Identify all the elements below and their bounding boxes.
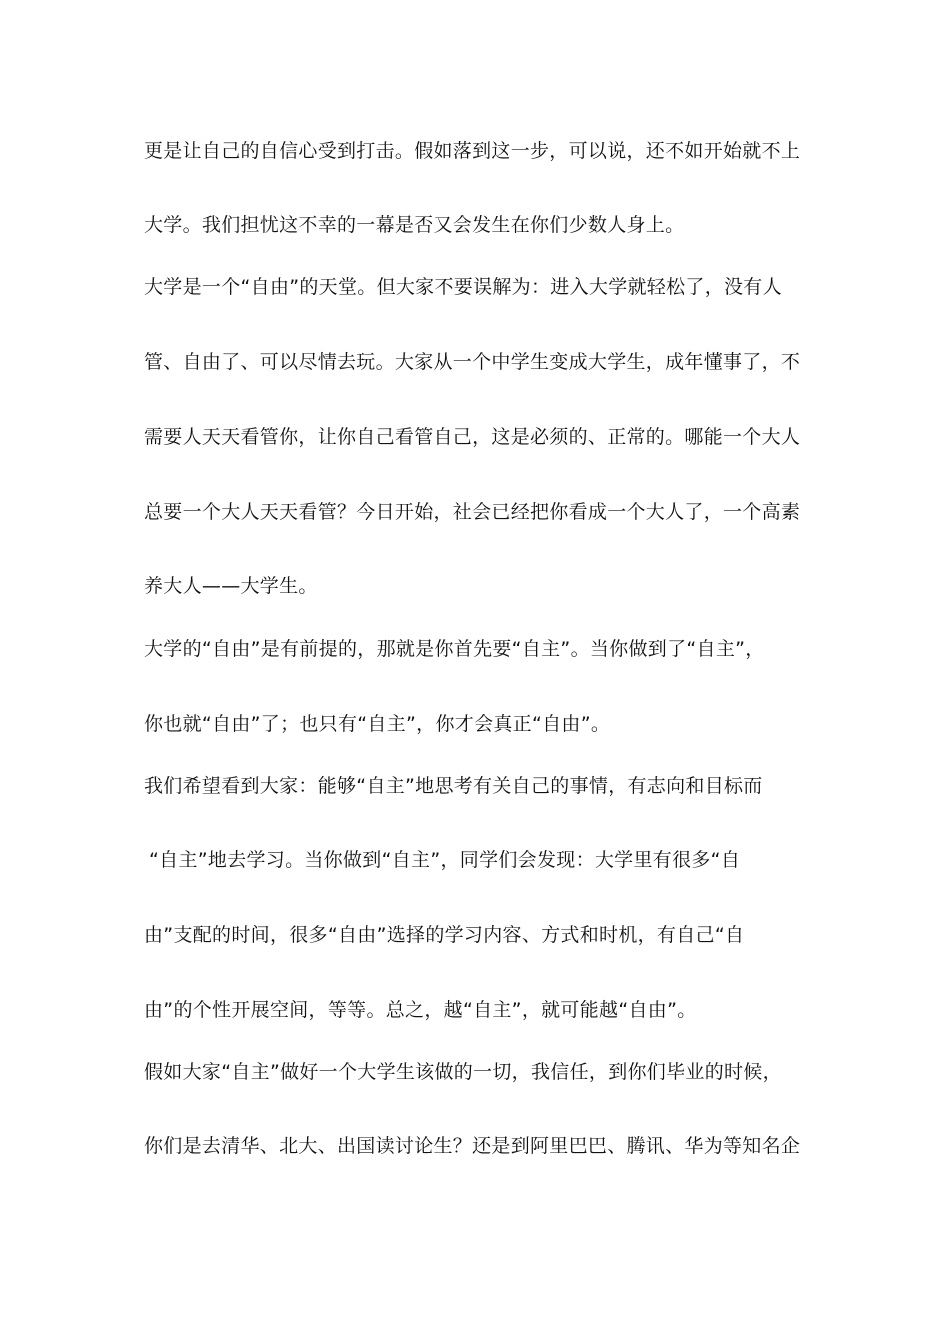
text-line: 需要人天天看管你，让你自己看管自己，这是必须的、正常的。哪能一个大人: [144, 426, 801, 448]
text-line: 大学是一个“自由”的天堂。但大家不要误解为：进入大学就轻松了，没有人: [144, 276, 782, 298]
text-line: 我们希望看到大家：能够“自主”地思考有关自己的事情，有志向和目标而: [144, 775, 763, 797]
text-line: 养大人——大学生。: [144, 575, 318, 597]
text-line: 更是让自己的自信心受到打击。假如落到这一步，可以说，还不如开始就不上: [144, 140, 801, 162]
text-line: 假如大家“自主”做好一个大学生该做的一切，我信任，到你们毕业的时候，: [144, 1061, 782, 1083]
text-line: “自主”地去学习。当你做到“自主”，同学们会发现：大学里有很多“自: [149, 849, 741, 871]
text-line: 总要一个大人天天看管？今日开始，社会已经把你看成一个大人了，一个高素: [144, 501, 801, 523]
text-line: 管、自由了、可以尽情去玩。大家从一个中学生变成大学生，成年懂事了，不: [144, 351, 801, 373]
text-line: 由”的个性开展空间，等等。总之，越“自主”，就可能越“自由”。: [144, 999, 697, 1021]
text-line: 大学的“自由”是有前提的，那就是你首先要“自主”。当你做到了“自主”，: [144, 638, 765, 660]
text-line: 你也就“自由”了；也只有“自主”，你才会真正“自由”。: [144, 713, 611, 735]
text-line: 你们是去清华、北大、出国读讨论生？还是到阿里巴巴、腾讯、华为等知名企: [144, 1135, 801, 1157]
text-line: 大学。我们担忧这不幸的一幕是否又会发生在你们少数人身上。: [144, 214, 685, 236]
text-line: 由”支配的时间，很多“自由”选择的学习内容、方式和时机，有自己“自: [144, 924, 745, 946]
